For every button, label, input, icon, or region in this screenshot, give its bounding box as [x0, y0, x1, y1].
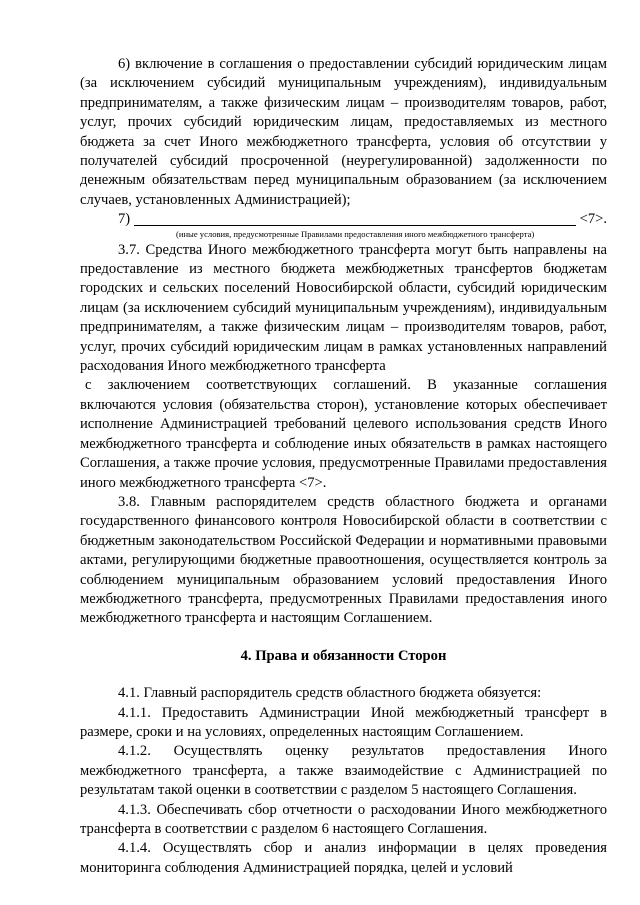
clause-3-7-continuation: с заключением соответствующих соглашений. В указанные соглашения включаются условия (обязательства сторон), установление которых обеспечивает исполнение Администрацией требований целевого использования средств Иного межбюджетного трансферта и соблюдение иных обязательств в рамках настоящего Соглашения, а также прочие условия, предусмотренные Правилами предоставления иного межбюджетного трансферта <7>. — [80, 377, 607, 491]
clause-7-caption: (иные условия, предусмотренные Правилами предоставления иного межбюджетного трансферта) — [176, 228, 535, 239]
clause-4-1-2: 4.1.2. Осуществлять оценку результатов предоставления Иного межбюджетного трансферта, а также взаимодействие с Администрацией по результатам такой оценки в соответствии с разделом 5 настоящего Соглашения. — [80, 743, 607, 799]
clause-3-8: 3.8. Главным распорядителем средств областного бюджета и органами государственного финансового контроля Новосибирской области в соответствии с бюджетным законодательством Российской Федерации и нормативными правовыми актами, регулирующими бюджетные правоотношения, осуществляется контроль за соблюдением муниципальным образованием условий предоставления Иного межбюджетного трансферта, предусмотренных Правилами предоставления иного межбюджетного трансферта и настоящим Соглашением. — [80, 493, 607, 627]
clause-3-7: 3.7. Средства Иного межбюджетного трансферта могут быть направлены на предоставление из местного бюджета межбюджетных трансфертов бюджетам городских и сельских поселений Новосибирской области, субсидий юридическим лицам (за исключением субсидий муниципальным учреждениям), индивидуальным предпринимателям, а также физическим лицам – производителям товаров, работ, услуг, прочих субсидий юридическим лицам в рамках установленных направлений расходования Иного межбюджетного трансферта — [80, 241, 607, 375]
clause-7-number: 7) — [118, 211, 131, 228]
clause-4-1-4: 4.1.4. Осуществлять сбор и анализ информации в целях проведения мониторинга соблюдения Администрацией порядка, целей и условий — [80, 840, 607, 876]
clause-7-footnote-ref: <7>. — [579, 211, 607, 228]
clause-7-line — [118, 210, 607, 229]
clause-4-1: 4.1. Главный распорядитель средств областного бюджета обязуется: — [118, 685, 542, 702]
clause-4-1-1: 4.1.1. Предоставить Администрации Иной межбюджетный трансферт в размере, сроки и на условиях, определенных настоящим Соглашением. — [80, 704, 607, 740]
clause-4-1-3: 4.1.3. Обеспечивать сбор отчетности о расходовании Иного межбюджетного трансферта в соответствии с разделом 6 настоящего Соглашения. — [80, 801, 607, 838]
clause-7-blank — [134, 225, 575, 226]
section-4-heading: 4. Права и обязанности Сторон — [240, 647, 447, 664]
clause-6: 6) включение в соглашения о предоставлении субсидий юридическим лицам (за исключением субсидий муниципальным учреждениям), индивидуальным предпринимателям, а также физическим лицам – производителям товаров, работ, услуг, прочих субсидий юридическим лицам, предоставляемых из местного бюджета за счет Иного межбюджетного трансферта, условия об отсутствии у получателей субсидий просроченной (неурегулированной) задолженности по денежным обязательствам перед муниципальным образованием (за исключением случаев, установленных Администрацией); — [80, 56, 607, 208]
